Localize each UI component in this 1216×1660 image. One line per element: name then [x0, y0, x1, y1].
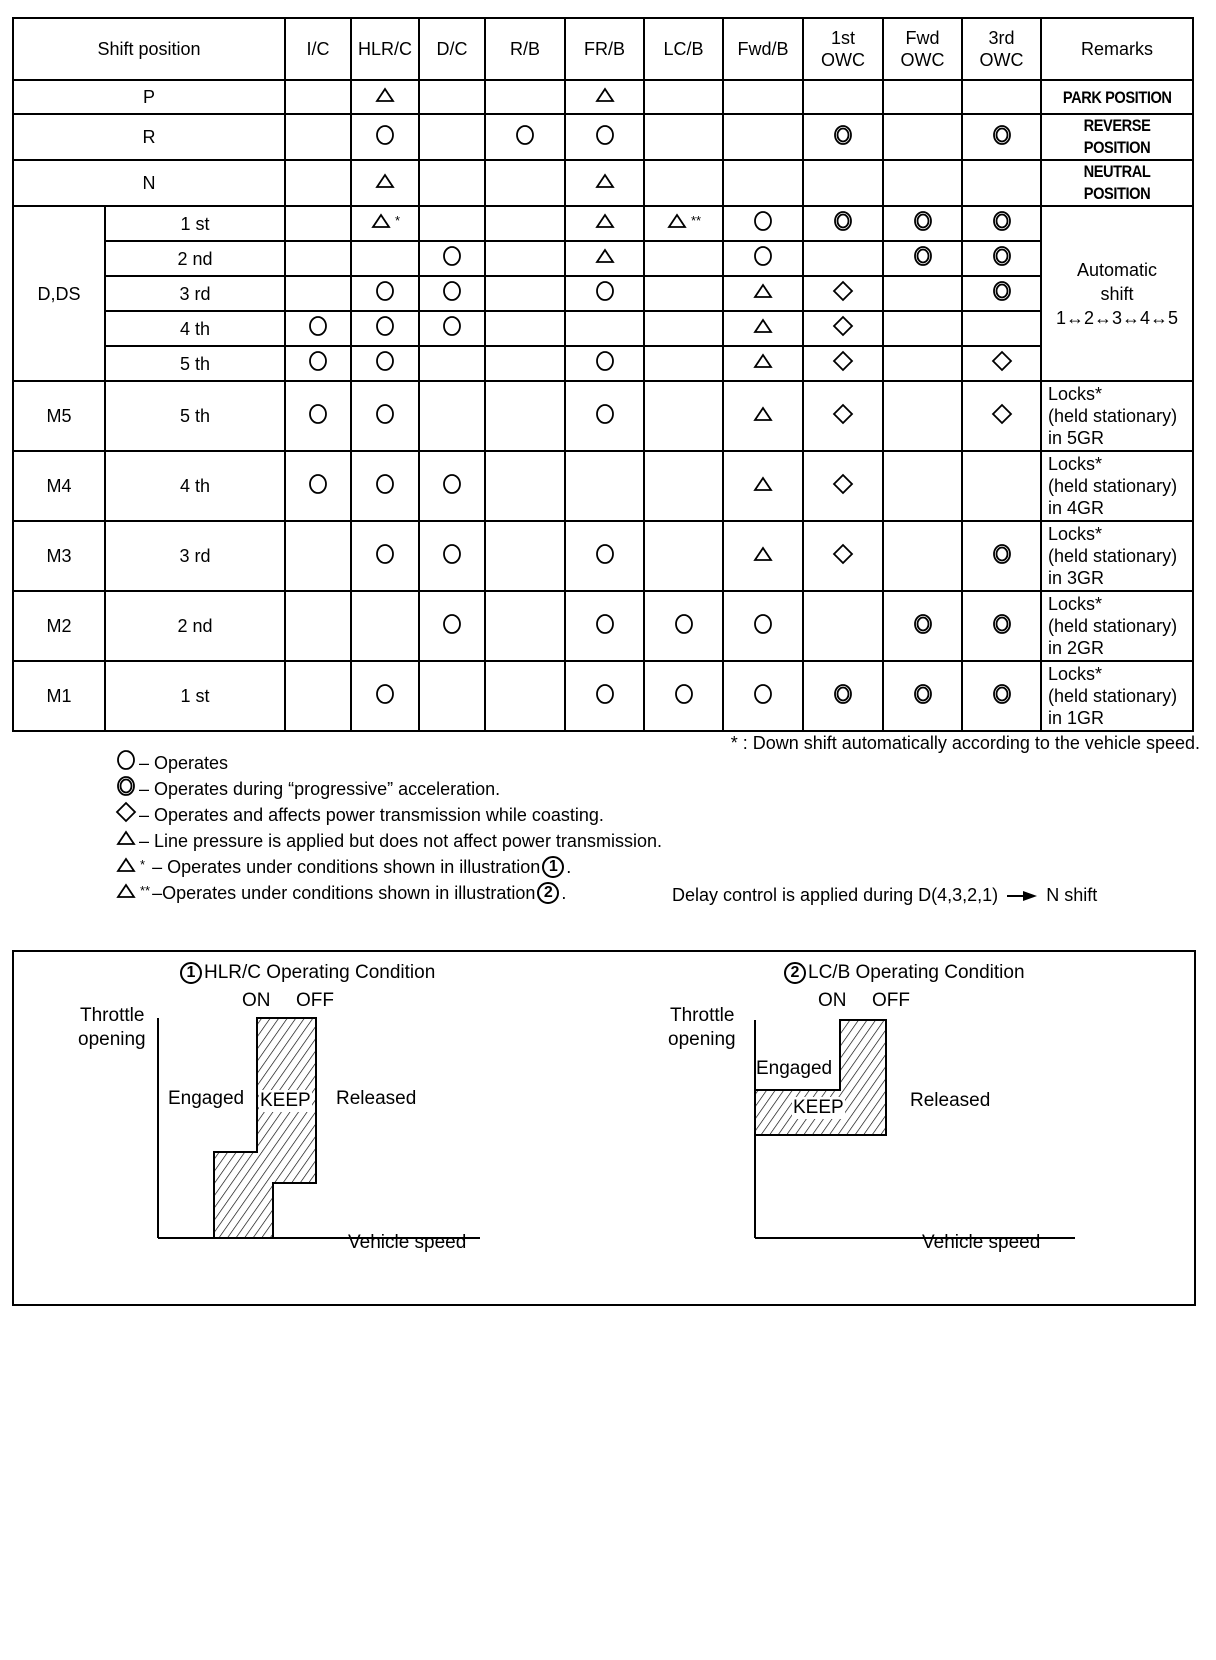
hlrc-x-label: Vehicle speed [348, 1232, 467, 1253]
hlrc-title-text: HLR/C Operating Condition [204, 962, 436, 984]
remark-line: (held stationary) [1048, 406, 1178, 426]
gear-cell: 4 th [105, 311, 285, 346]
remark-line: (held stationary) [1048, 686, 1178, 706]
ref-number-2: 2 [784, 962, 806, 984]
legend-text: –Operates under conditions shown in illustration [152, 883, 536, 903]
remark-line: in 4GR [1048, 498, 1105, 518]
delay-note-target: N shift [1046, 885, 1098, 905]
lcb-released-label: Released [910, 1090, 991, 1111]
remark-line: in 5GR [1048, 428, 1105, 448]
remark-line: Locks* [1048, 594, 1103, 614]
illustration-ref-number: 1 [542, 856, 564, 878]
ref-number-1: 1 [180, 962, 202, 984]
shift-position-cell: N [13, 160, 285, 206]
lcb-y-label-2: opening [668, 1029, 736, 1050]
lcb-engaged-label: Engaged [756, 1058, 833, 1079]
header-label: I/C [306, 39, 330, 59]
remark-line: in 3GR [1048, 568, 1105, 588]
header-label: R/B [509, 39, 540, 59]
gear-cell: 1 st [105, 661, 285, 731]
legend-text: – Operates [139, 753, 229, 773]
shift-group-cell: M5 [13, 381, 105, 451]
remark-line: (held stationary) [1048, 616, 1178, 636]
remark-line: (held stationary) [1048, 546, 1178, 566]
remark-line: Automatic [1076, 259, 1158, 280]
gear-cell: 2 nd [105, 591, 285, 661]
hlrc-engaged-label: Engaged [168, 1088, 245, 1109]
hlrc-keep-label: KEEP [260, 1090, 311, 1111]
header-label: FR/B [583, 39, 625, 59]
shift-group-cell: M1 [13, 661, 105, 731]
legend-text: – Operates during “progressive” acceleration. [139, 779, 501, 799]
lcb-y-label-1: Throttle [670, 1005, 735, 1026]
remark-line: 1↔2↔3↔4↔5 [1055, 307, 1179, 328]
remark-text: PARK POSITION [1062, 87, 1172, 107]
header-label: D/C [436, 39, 468, 59]
remark-line: in 2GR [1048, 638, 1105, 658]
legend-text: – Operates under conditions shown in illustration [147, 857, 541, 877]
asterisk-marker: ** [690, 213, 702, 228]
hlrc-off-label: OFF [296, 990, 334, 1011]
gear-cell: 5 th [105, 346, 285, 381]
remark-text: NEUTRAL POSITION [1083, 162, 1151, 203]
remark-line: in 1GR [1048, 708, 1105, 728]
hlrc-graph [158, 1018, 480, 1238]
gear-cell: 2 nd [105, 241, 285, 276]
lcb-on-label: ON [818, 990, 847, 1011]
header-label: Fwd/B [737, 39, 789, 59]
shift-position-cell: R [13, 114, 285, 160]
gear-cell: 3 rd [105, 521, 285, 591]
header-label-line2: OWC [900, 50, 945, 70]
shift-position-cell: P [13, 80, 285, 114]
remark-line: (held stationary) [1048, 476, 1178, 496]
remark-line: Locks* [1048, 454, 1103, 474]
shift-group-cell: D,DS [13, 206, 105, 381]
illustration-ref-number: 2 [537, 882, 559, 904]
shift-group-cell: M4 [13, 451, 105, 521]
remark-line: Locks* [1048, 384, 1103, 404]
remark-line: Locks* [1048, 664, 1103, 684]
hlrc-on-label: ON [242, 990, 271, 1011]
header-label: HLR/C [357, 39, 412, 59]
legend-text: – Operates and affects power transmission while coasting. [139, 805, 604, 825]
hlrc-released-label: Released [336, 1088, 417, 1109]
hlrc-y-label-2: opening [78, 1029, 146, 1050]
lcb-off-label: OFF [872, 990, 910, 1011]
delay-note-text: Delay control is applied during D(4,3,2,1) [672, 885, 999, 905]
gear-cell: 3 rd [105, 276, 285, 311]
header-label: LC/B [663, 39, 704, 59]
gear-cell: 4 th [105, 451, 285, 521]
hlrc-keep-region [214, 1018, 316, 1238]
remark-line: Locks* [1048, 524, 1103, 544]
lcb-title [782, 962, 1025, 984]
hlrc-title [178, 962, 435, 984]
header-remarks: Remarks [1041, 18, 1193, 80]
header-label-line2: OWC [979, 50, 1024, 70]
header-label: Fwd [905, 28, 940, 48]
lcb-graph [755, 1020, 1075, 1238]
legend-text-end: . [566, 857, 572, 877]
gear-cell: 1 st [105, 206, 285, 241]
header-shift-position: Shift position [13, 18, 285, 80]
gear-cell: 5 th [105, 381, 285, 451]
header-label: 3rd [988, 28, 1015, 48]
hlrc-y-label-1: Throttle [80, 1005, 145, 1026]
shift-group-cell: M3 [13, 521, 105, 591]
remark-line: shift [1100, 283, 1134, 304]
remark-text: REVERSE POSITION [1083, 116, 1151, 157]
asterisk-marker: * [394, 213, 401, 228]
legend-text: – Line pressure is applied but does not affect power transmission. [139, 831, 662, 851]
asterisk-marker: ** [140, 882, 151, 898]
legend-text-end: . [561, 883, 567, 903]
asterisk-marker: * [140, 856, 146, 872]
header-label: 1st [830, 28, 855, 48]
header-label-line2: OWC [821, 50, 865, 70]
lcb-keep-label: KEEP [793, 1097, 844, 1118]
table-footnote: * : Down shift automatically according to the vehicle speed. [730, 733, 1200, 753]
lcb-title-text: LC/B Operating Condition [808, 962, 1025, 984]
shift-group-cell: M2 [13, 591, 105, 661]
lcb-x-label: Vehicle speed [922, 1232, 1041, 1253]
